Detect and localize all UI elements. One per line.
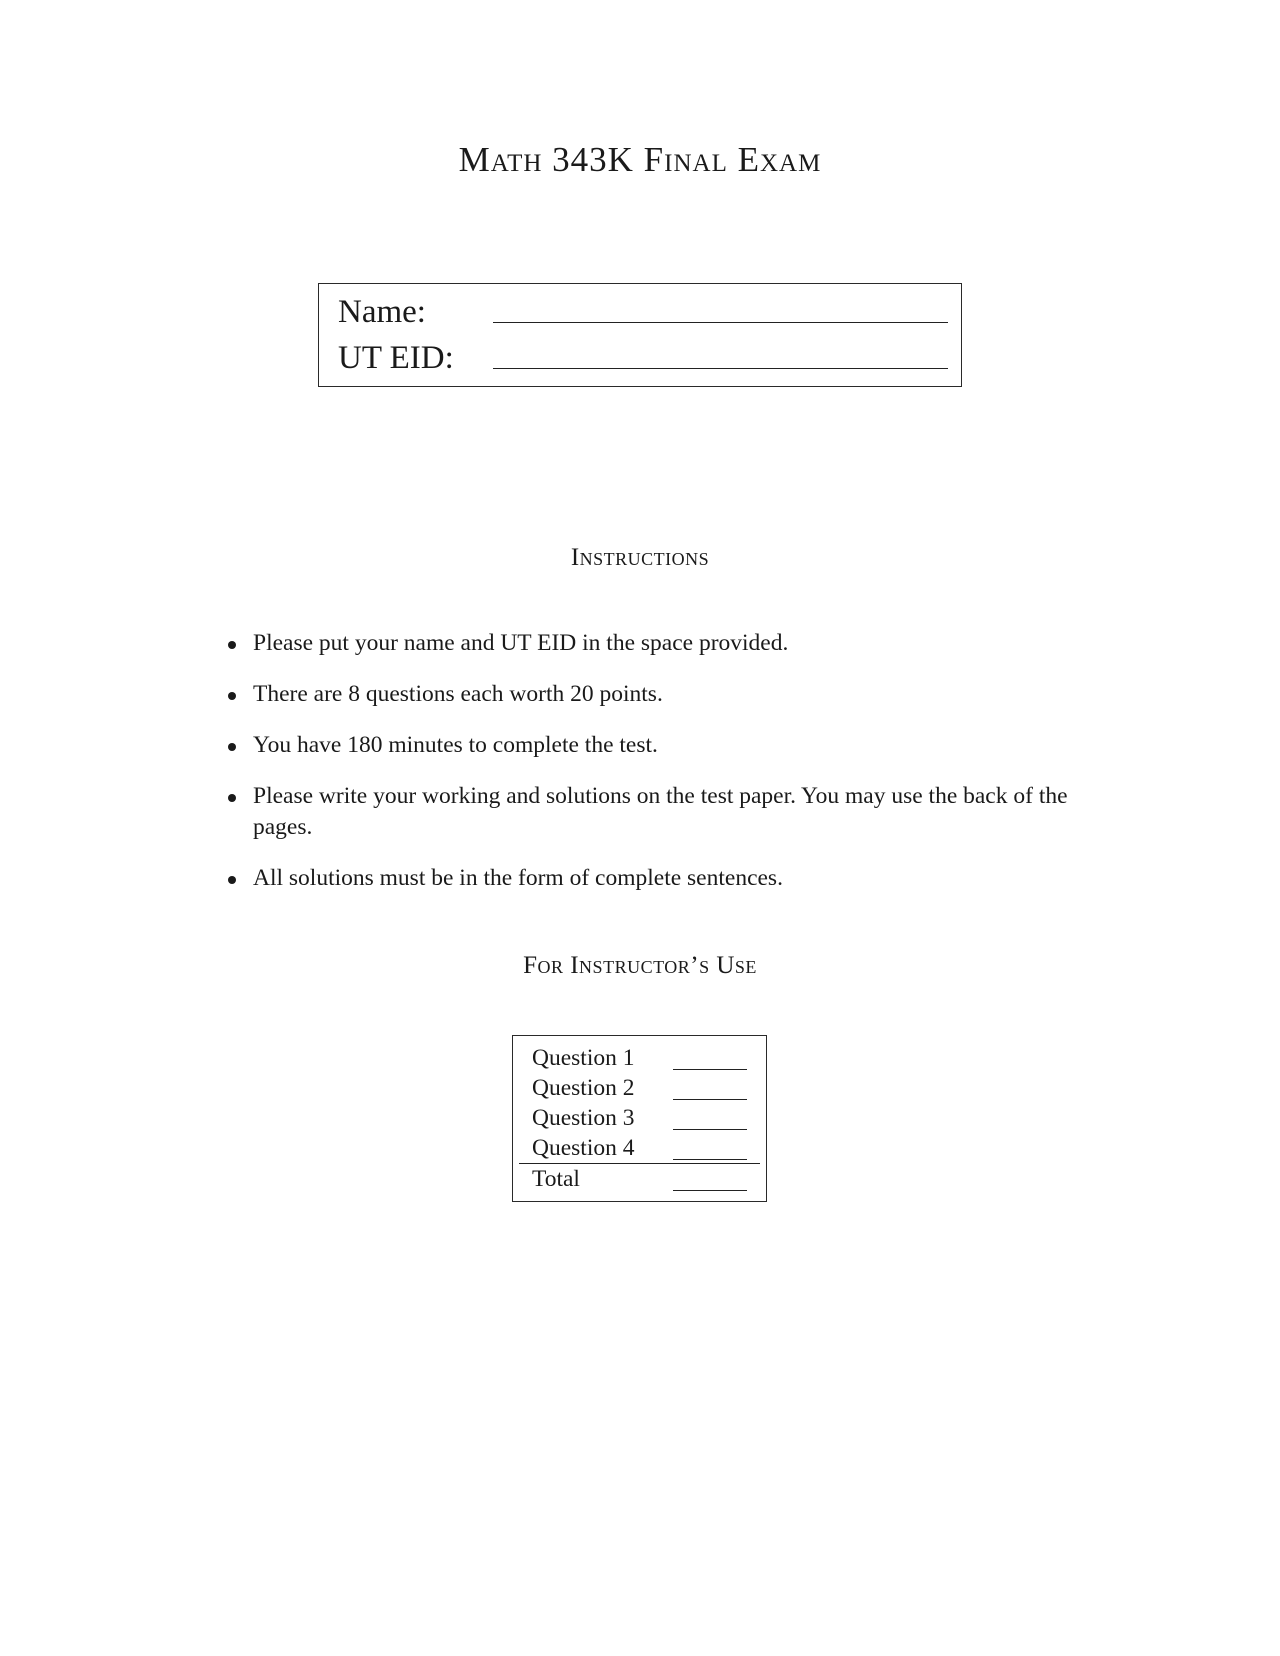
question-4-score-blank[interactable] — [673, 1159, 747, 1160]
score-row-total — [513, 1164, 766, 1194]
score-row-question-3 — [513, 1103, 766, 1133]
exam-title: Math 343K Final Exam — [458, 140, 822, 179]
instructions-heading: Instructions — [570, 544, 710, 571]
instruction-text: Please write your working and solutions on the test paper. You may use the back of the pages. — [253, 783, 1068, 840]
instructor-use-heading: For Instructor’s Use — [523, 952, 757, 979]
total-label: Total — [532, 1166, 580, 1192]
question-3-label: Question 3 — [532, 1105, 635, 1131]
instruction-text: You have 180 minutes to complete the test. — [253, 732, 658, 758]
instruction-text: There are 8 questions each worth 20 points. — [253, 681, 663, 707]
instruction-text: Please put your name and UT EID in the space provided. — [253, 630, 789, 656]
instruction-item — [228, 863, 1098, 894]
eid-label: UT EID: — [338, 340, 454, 376]
question-1-label: Question 1 — [532, 1045, 635, 1071]
student-id-box — [318, 283, 962, 387]
instruction-text: All solutions must be in the form of complete sentences. — [253, 865, 783, 891]
bullet-icon — [228, 641, 236, 649]
instruction-item — [228, 781, 1098, 843]
instruction-item — [228, 679, 1098, 710]
bullet-icon — [228, 743, 236, 751]
total-score-blank[interactable] — [673, 1190, 747, 1191]
bullet-icon — [228, 794, 236, 802]
question-2-score-blank[interactable] — [673, 1099, 747, 1100]
score-row-question-2 — [513, 1073, 766, 1103]
question-1-score-blank[interactable] — [673, 1069, 747, 1070]
instruction-item — [228, 730, 1098, 761]
eid-blank-line[interactable] — [493, 368, 948, 369]
question-3-score-blank[interactable] — [673, 1129, 747, 1130]
name-blank-line[interactable] — [493, 322, 948, 323]
name-label: Name: — [338, 294, 426, 330]
eid-row — [338, 338, 948, 378]
bullet-icon — [228, 692, 236, 700]
score-row-question-1 — [513, 1043, 766, 1073]
instruction-item — [228, 628, 1098, 659]
question-2-label: Question 2 — [532, 1075, 635, 1101]
name-row — [338, 292, 948, 332]
bullet-icon — [228, 876, 236, 884]
score-row-question-4 — [513, 1133, 766, 1163]
score-table — [512, 1035, 767, 1202]
question-4-label: Question 4 — [532, 1135, 635, 1161]
instructions-list — [228, 628, 1098, 914]
